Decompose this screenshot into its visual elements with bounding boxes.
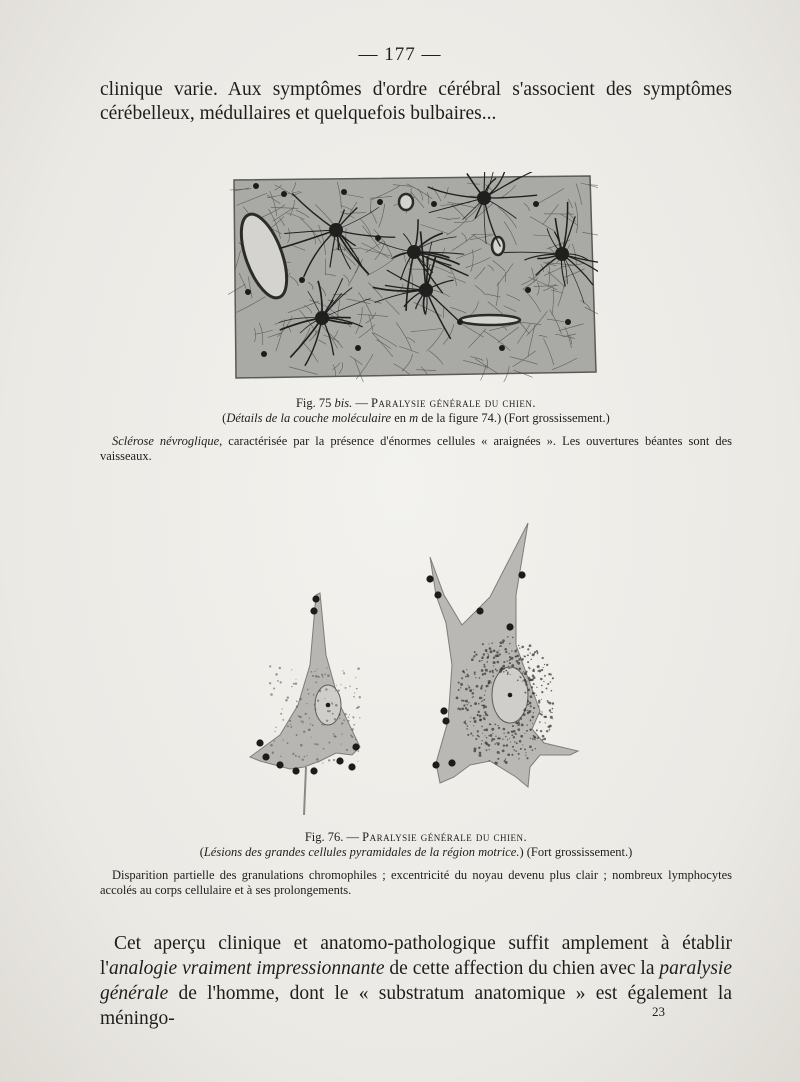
figure-75-desc-italic: Sclérose névroglique (112, 434, 220, 448)
lymphocyte-dot (355, 345, 361, 351)
figure-75-subtitle-tail: (Fort grossissement.) (501, 411, 610, 425)
bottom-para-italic1: analogie vraiment impressionnante (108, 958, 385, 979)
lymphocyte-dot (348, 763, 355, 770)
lymphocyte-dot (262, 753, 269, 760)
lymphocyte-dot (256, 739, 263, 746)
figure-75-title: Paralysie générale du chien. (370, 396, 537, 410)
bottom-para-part1: Cet aperçu clinique et anatomo-pathologique suffit amplement à établir l' (100, 933, 732, 979)
lymphocyte-dot (533, 201, 539, 207)
figure-76-subtitle-tail: (Fort grossissement.) (523, 845, 633, 859)
lymphocyte-dot (426, 575, 433, 582)
lymphocyte-dot (525, 287, 531, 293)
figure-75-illustration (228, 172, 598, 382)
figure-75-label-suffix: bis. (334, 396, 353, 410)
signature-mark: 23 (652, 1004, 665, 1019)
lymphocyte-dot (440, 707, 447, 714)
lymphocyte-dot (336, 757, 343, 764)
lymphocyte-dot (506, 623, 513, 630)
bottom-paragraph (100, 931, 732, 1031)
pyramidal-cell-right (430, 523, 578, 787)
figure-76-subtitle-italic: Lésions des grandes cellules pyramidales de la région motrice. (203, 845, 520, 859)
figure-75-caption: Fig. 75 bis. — Paralysie générale du chien. (Détails de la couche moléculaire en m de la figure 74.) (Fort grossissement.) (222, 396, 610, 425)
figure-75-subtitle-mid: en (391, 411, 410, 425)
top-paragraph: clinique varie. Aux symptômes d'ordre cérébral s'associent des symptômes cérébelleux, médullaires et quelquefois bulbaires... (100, 79, 732, 124)
lymphocyte-dot (341, 189, 347, 195)
figure-76-title: Paralysie générale du chien. (362, 830, 528, 844)
figure-76-description: Disparition partielle des granulations chromophiles ; excentricité du noyau devenu plus clair ; nombreux lymphocytes accolés au corps cellulaire et à ses prolongements. (100, 868, 732, 897)
lymphocyte-dot (432, 761, 439, 768)
lymphocyte-dot (476, 607, 483, 614)
lymphocyte-dot (434, 591, 441, 598)
lymphocyte-dot (377, 199, 383, 205)
lymphocyte-dot (448, 759, 455, 766)
bottom-para-part3: de l'homme, dont le « substratum anatomique » est également la méningo- (100, 983, 732, 1029)
lymphocyte-dot (565, 319, 571, 325)
lymphocyte-dot (499, 345, 505, 351)
bottom-para-part2: de cette affection du chien avec la (384, 958, 660, 979)
figure-76-illustration (240, 515, 590, 825)
lymphocyte-dot (375, 235, 381, 241)
lymphocyte-dot (352, 743, 359, 750)
lymphocyte-dot (457, 319, 463, 325)
lymphocyte-dot (310, 607, 317, 614)
tissue-block (228, 172, 598, 382)
lymphocyte-dot (299, 277, 305, 283)
bottom-para-italic2: paralysie générale (100, 958, 732, 1004)
lymphocyte-dot (312, 595, 319, 602)
figure-75-sep: — (352, 396, 371, 410)
lymphocyte-dot (261, 351, 267, 357)
figure-75-subtitle-italic: Détails de la couche moléculaire (226, 411, 392, 425)
figure-75-subtitle-m: m (409, 411, 419, 425)
lymphocyte-dot (253, 183, 259, 189)
figure-75-label: Fig. 75 (295, 396, 332, 410)
lymphocyte-dot (276, 761, 283, 768)
figure-75-description (100, 434, 732, 464)
pyramidal-cell-left (250, 593, 361, 815)
lymphocyte-dot (442, 717, 449, 724)
lymphocyte-dot (518, 571, 525, 578)
lymphocyte-dot (245, 289, 251, 295)
page-number: — 177 — (358, 44, 442, 65)
figure-76-caption: Fig. 76. — Paralysie générale du chien. (Lésions des grandes cellules pyramidales de la région motrice.) (Fort grossissement.) (199, 830, 633, 859)
lymphocyte-dot (310, 767, 317, 774)
lymphocyte-dot (281, 191, 287, 197)
lymphocyte-dot (292, 767, 299, 774)
figure-76-label: Fig. 76. (304, 830, 344, 844)
figure-75-subtitle-rest: de la figure 74.) (418, 411, 502, 425)
lymphocyte-dot (431, 201, 437, 207)
figure-75-desc-rest: , caractérisée par la présence d'énormes cellules « araignées ». Les ouvertures béantes sont des vaisseaux. (100, 434, 732, 463)
figure-76-sep: — (343, 830, 363, 844)
